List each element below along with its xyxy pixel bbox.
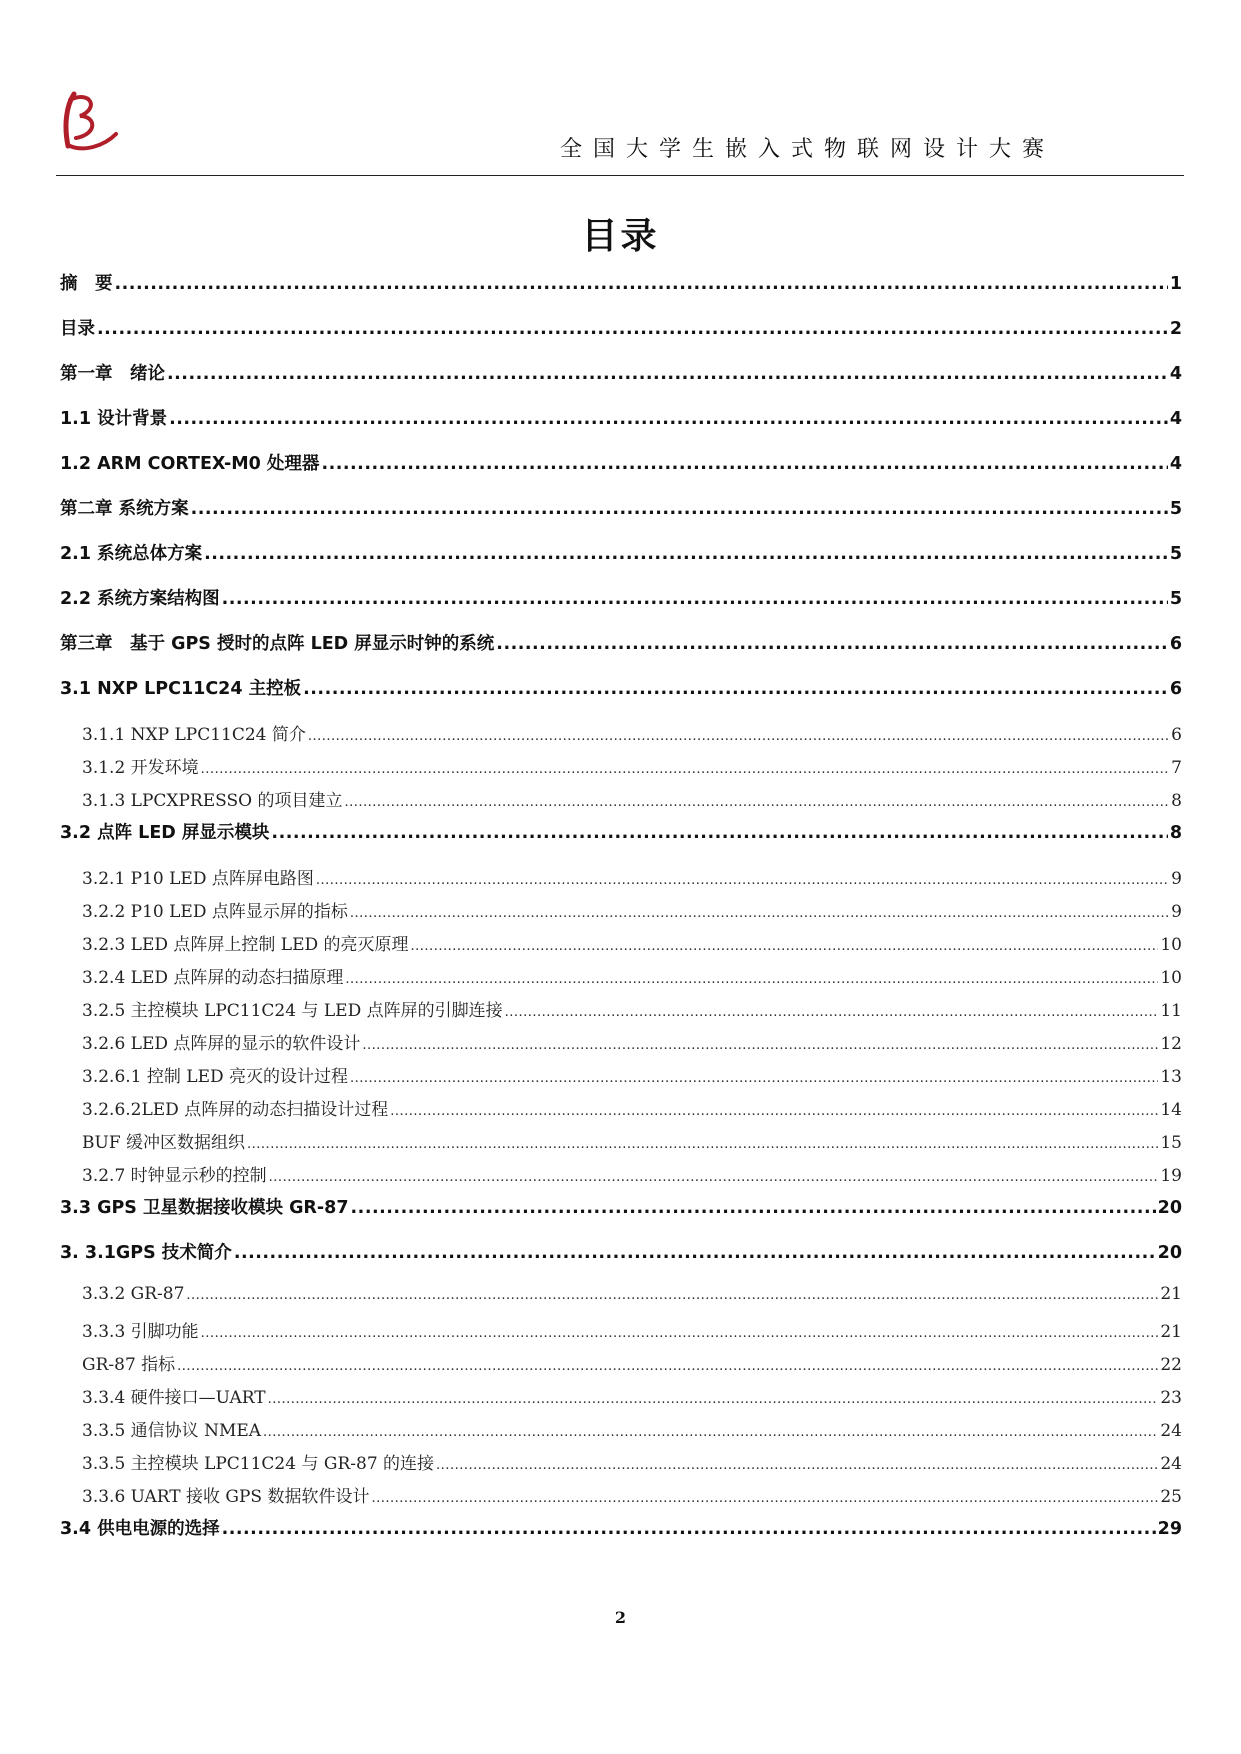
toc-entry-page: 4 bbox=[1169, 409, 1182, 429]
toc-entry[interactable] bbox=[60, 1239, 1182, 1284]
toc-entry-title: 第二章 系统方案 bbox=[60, 499, 189, 519]
toc-entry-page: 14 bbox=[1160, 1100, 1182, 1120]
toc-entry[interactable] bbox=[60, 1449, 1182, 1482]
toc-entry-title: 目录 bbox=[60, 319, 95, 339]
toc-leader-dots bbox=[186, 1284, 1158, 1304]
toc-entry[interactable] bbox=[60, 819, 1182, 864]
toc-entry[interactable] bbox=[60, 630, 1182, 675]
toc-entry-page: 2 bbox=[1169, 319, 1182, 339]
toc-entry-title: 3.3.3 引脚功能 bbox=[82, 1322, 199, 1342]
toc-entry[interactable] bbox=[60, 1128, 1182, 1161]
toc-entry-title: 3.2.4 LED 点阵屏的动态扫描原理 bbox=[82, 968, 344, 988]
toc-entry-page: 6 bbox=[1171, 725, 1182, 745]
toc-entry[interactable] bbox=[60, 1482, 1182, 1515]
toc-entry-title: 3. 3.1GPS 技术简介 bbox=[60, 1243, 232, 1263]
toc-leader-dots bbox=[303, 679, 1168, 699]
toc-leader-dots bbox=[115, 274, 1168, 294]
toc-leader-dots bbox=[222, 589, 1168, 609]
toc-entry[interactable] bbox=[60, 405, 1182, 450]
toc-entry-page: 4 bbox=[1169, 454, 1182, 474]
toc-leader-dots bbox=[371, 1487, 1158, 1507]
toc-entry-page: 25 bbox=[1160, 1487, 1182, 1507]
toc-entry-title: BUF 缓冲区数据组织 bbox=[82, 1133, 246, 1153]
toc-leader-dots bbox=[177, 1355, 1158, 1375]
toc-entry-title: 3.2.6 LED 点阵屏的显示的软件设计 bbox=[82, 1034, 361, 1054]
toc-entry[interactable] bbox=[60, 675, 1182, 720]
toc-leader-dots bbox=[269, 1166, 1159, 1186]
toc-entry-page: 8 bbox=[1169, 823, 1182, 843]
toc-entry-title: 3.2.3 LED 点阵屏上控制 LED 的亮灭原理 bbox=[82, 935, 409, 955]
toc-entry-title: 3.1.1 NXP LPC11C24 简介 bbox=[82, 725, 306, 745]
toc-leader-dots bbox=[204, 544, 1168, 564]
toc-entry-title: 3.2.5 主控模块 LPC11C24 与 LED 点阵屏的引脚连接 bbox=[82, 1001, 503, 1021]
toc-leader-dots bbox=[362, 1034, 1158, 1054]
toc-leader-dots bbox=[350, 902, 1169, 922]
toc-entry-title: 3.2.6.1 控制 LED 亮灭的设计过程 bbox=[82, 1067, 349, 1087]
toc-entry[interactable] bbox=[60, 270, 1182, 315]
toc-entry[interactable] bbox=[60, 1095, 1182, 1128]
toc-entry-title: 3.4 供电电源的选择 bbox=[60, 1519, 220, 1539]
toc-entry-title: 3.2.6.2LED 点阵屏的动态扫描设计过程 bbox=[82, 1100, 389, 1120]
toc-entry[interactable] bbox=[60, 1515, 1182, 1560]
toc-entry-page: 22 bbox=[1160, 1355, 1182, 1375]
toc-leader-dots bbox=[390, 1100, 1158, 1120]
toc-entry-page: 5 bbox=[1169, 499, 1182, 519]
toc-leader-dots bbox=[169, 409, 1168, 429]
toc-entry-title: 3.2.7 时钟显示秒的控制 bbox=[82, 1166, 267, 1186]
toc-entry-page: 11 bbox=[1160, 1001, 1182, 1021]
toc-entry[interactable] bbox=[60, 1383, 1182, 1416]
toc-entry-title: 3.3 GPS 卫星数据接收模块 GR-87 bbox=[60, 1198, 349, 1218]
toc-leader-dots bbox=[201, 1322, 1159, 1342]
toc-entry[interactable] bbox=[60, 753, 1182, 786]
toc-leader-dots bbox=[351, 1198, 1156, 1218]
toc-entry-title: 2.2 系统方案结构图 bbox=[60, 589, 220, 609]
toc-entry-page: 19 bbox=[1160, 1166, 1182, 1186]
toc-entry-title: 3.1 NXP LPC11C24 主控板 bbox=[60, 679, 302, 699]
toc-leader-dots bbox=[321, 454, 1167, 474]
toc-entry-page: 23 bbox=[1160, 1388, 1182, 1408]
toc-entry[interactable] bbox=[60, 540, 1182, 585]
page-number: 2 bbox=[614, 1608, 627, 1627]
toc-entry-page: 6 bbox=[1169, 679, 1182, 699]
toc-entry-page: 10 bbox=[1160, 968, 1182, 988]
toc-entry-page: 13 bbox=[1160, 1067, 1182, 1087]
toc-leader-dots bbox=[350, 1067, 1158, 1087]
toc-entry-title: 3.1.2 开发环境 bbox=[82, 758, 199, 778]
toc-entry-page: 6 bbox=[1169, 634, 1182, 654]
toc-entry-title: 3.2.1 P10 LED 点阵屏电路图 bbox=[82, 869, 314, 889]
toc-entry-title: 3.1.3 LPCXPRESSO 的项目建立 bbox=[82, 791, 343, 811]
toc-title: 目录 bbox=[581, 216, 660, 257]
toc-entry[interactable] bbox=[60, 897, 1182, 930]
toc-entry[interactable] bbox=[60, 1161, 1182, 1194]
toc-entry-title: 3.3.4 硬件接口—UART bbox=[82, 1388, 266, 1408]
header-title: 全国大学生嵌入式物联网设计大赛 bbox=[560, 137, 1056, 162]
toc-leader-dots bbox=[345, 968, 1158, 988]
toc-entry[interactable] bbox=[60, 1317, 1182, 1350]
toc-entry-page: 9 bbox=[1171, 869, 1182, 889]
toc-entry-title: 3.3.5 主控模块 LPC11C24 与 GR-87 的连接 bbox=[82, 1454, 435, 1474]
toc-entry[interactable] bbox=[60, 963, 1182, 996]
toc-leader-dots bbox=[222, 1519, 1156, 1539]
toc-entry-page: 4 bbox=[1169, 364, 1182, 384]
toc-entry-title: 2.1 系统总体方案 bbox=[60, 544, 203, 564]
toc-entry-title: 1.2 ARM CORTEX-M0 处理器 bbox=[60, 454, 320, 474]
toc-entry-title: 3.2.2 P10 LED 点阵显示屏的指标 bbox=[82, 902, 348, 922]
header-rule bbox=[56, 175, 1184, 176]
toc-entry-page: 21 bbox=[1160, 1284, 1182, 1304]
toc-leader-dots bbox=[234, 1243, 1156, 1263]
table-of-contents bbox=[60, 270, 1182, 1560]
toc-entry[interactable] bbox=[60, 1284, 1182, 1317]
toc-entry-page: 24 bbox=[1160, 1421, 1182, 1441]
toc-entry-title: 第一章 绪论 bbox=[60, 364, 165, 384]
toc-entry-page: 29 bbox=[1157, 1519, 1182, 1539]
toc-leader-dots bbox=[167, 364, 1168, 384]
toc-entry-title: 第三章 基于 GPS 授时的点阵 LED 屏显示时钟的系统 bbox=[60, 634, 495, 654]
toc-entry-title: 3.2 点阵 LED 屏显示模块 bbox=[60, 823, 270, 843]
toc-entry[interactable] bbox=[60, 786, 1182, 819]
toc-leader-dots bbox=[191, 499, 1168, 519]
toc-entry-page: 20 bbox=[1157, 1243, 1182, 1263]
toc-leader-dots bbox=[268, 1388, 1159, 1408]
toc-entry-page: 1 bbox=[1169, 274, 1182, 294]
competition-logo-icon bbox=[56, 86, 128, 158]
toc-entry-page: 21 bbox=[1160, 1322, 1182, 1342]
toc-entry-page: 5 bbox=[1169, 589, 1182, 609]
toc-leader-dots bbox=[247, 1133, 1158, 1153]
toc-entry[interactable] bbox=[60, 450, 1182, 495]
toc-leader-dots bbox=[308, 725, 1169, 745]
toc-leader-dots bbox=[496, 634, 1168, 654]
toc-entry-title: GR-87 指标 bbox=[82, 1355, 176, 1375]
toc-leader-dots bbox=[436, 1454, 1158, 1474]
toc-entry-page: 9 bbox=[1171, 902, 1182, 922]
toc-entry-title: 3.3.5 通信协议 NMEA bbox=[82, 1421, 262, 1441]
toc-entry[interactable] bbox=[60, 495, 1182, 540]
toc-entry[interactable] bbox=[60, 1350, 1182, 1383]
toc-leader-dots bbox=[263, 1421, 1158, 1441]
toc-leader-dots bbox=[97, 319, 1168, 339]
toc-entry-page: 7 bbox=[1171, 758, 1182, 778]
toc-entry-page: 15 bbox=[1160, 1133, 1182, 1153]
toc-entry-page: 24 bbox=[1160, 1454, 1182, 1474]
toc-entry[interactable] bbox=[60, 1194, 1182, 1239]
toc-entry-title: 3.3.6 UART 接收 GPS 数据软件设计 bbox=[82, 1487, 370, 1507]
toc-entry[interactable] bbox=[60, 720, 1182, 753]
toc-leader-dots bbox=[411, 935, 1159, 955]
toc-entry[interactable] bbox=[60, 360, 1182, 405]
toc-entry[interactable] bbox=[60, 585, 1182, 630]
toc-entry[interactable] bbox=[60, 930, 1182, 963]
toc-entry-page: 10 bbox=[1160, 935, 1182, 955]
toc-entry-page: 5 bbox=[1169, 544, 1182, 564]
toc-leader-dots bbox=[344, 791, 1169, 811]
toc-entry[interactable] bbox=[60, 1062, 1182, 1095]
toc-entry-title: 1.1 设计背景 bbox=[60, 409, 168, 429]
toc-entry-title: 3.3.2 GR-87 bbox=[82, 1284, 185, 1304]
toc-entry-page: 8 bbox=[1171, 791, 1182, 811]
toc-leader-dots bbox=[201, 758, 1170, 778]
toc-entry-title: 摘 要 bbox=[60, 274, 113, 294]
toc-leader-dots bbox=[271, 823, 1167, 843]
toc-entry[interactable] bbox=[60, 1416, 1182, 1449]
toc-entry-page: 12 bbox=[1160, 1034, 1182, 1054]
toc-leader-dots bbox=[505, 1001, 1159, 1021]
toc-entry[interactable] bbox=[60, 1029, 1182, 1062]
toc-leader-dots bbox=[316, 869, 1169, 889]
toc-entry-page: 20 bbox=[1157, 1198, 1182, 1218]
toc-entry[interactable] bbox=[60, 864, 1182, 897]
toc-entry[interactable] bbox=[60, 315, 1182, 360]
toc-entry[interactable] bbox=[60, 996, 1182, 1029]
